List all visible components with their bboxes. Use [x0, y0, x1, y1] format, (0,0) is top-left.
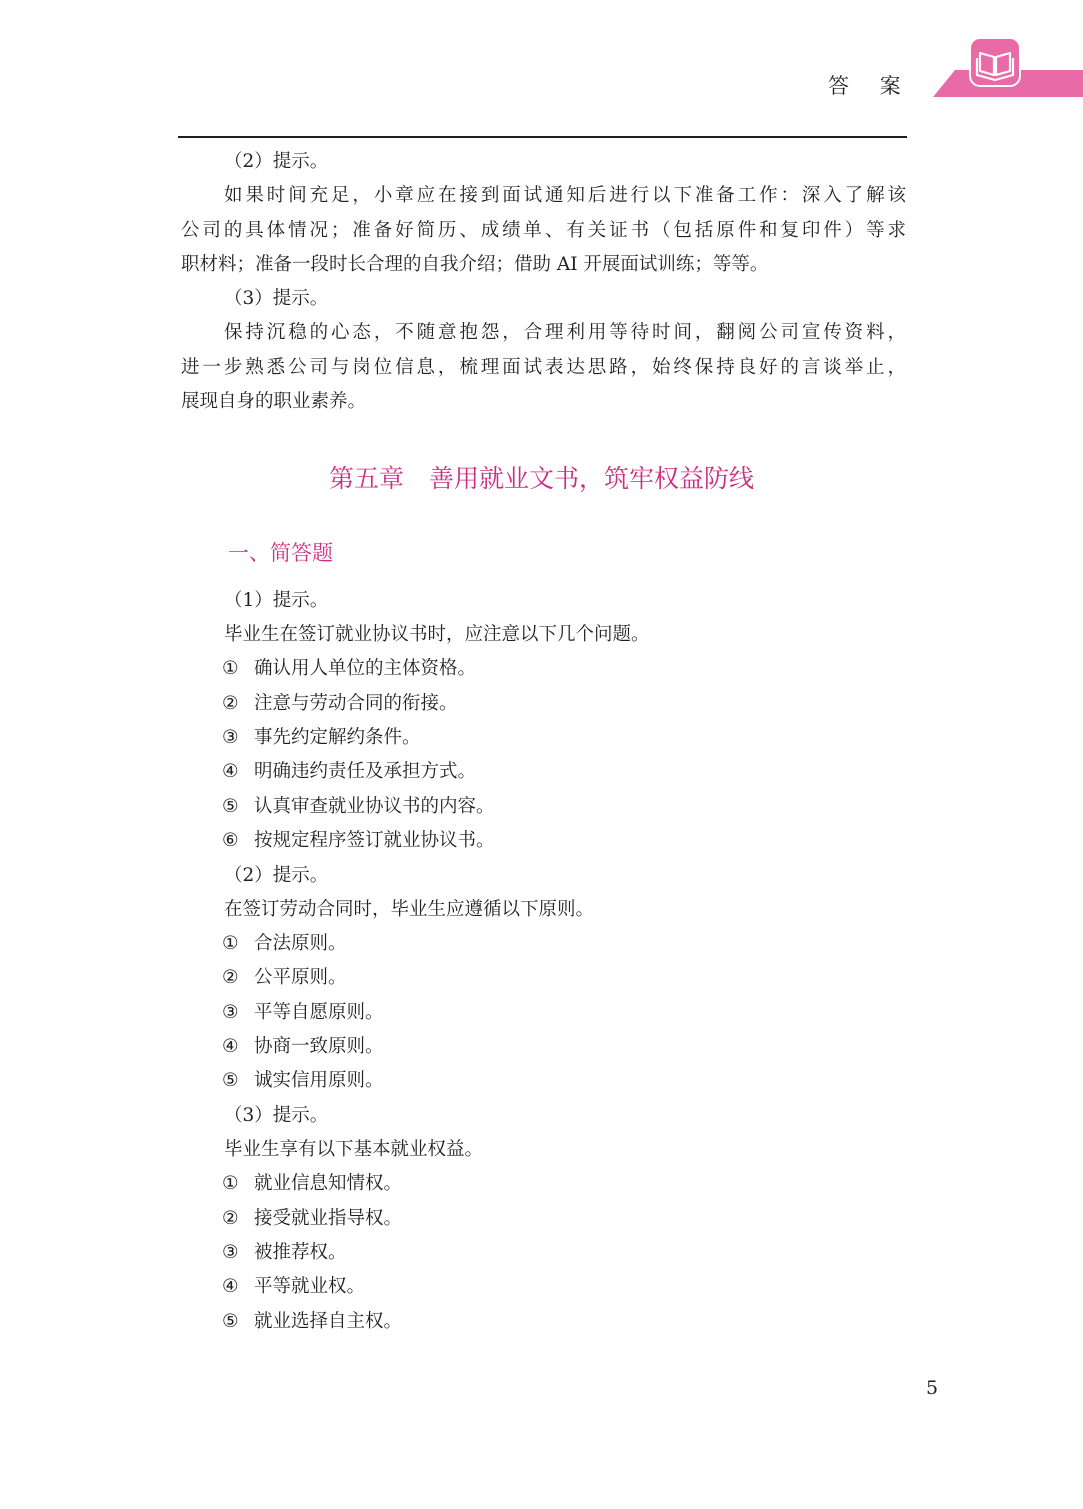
list-number: ③: [222, 1242, 239, 1263]
list-number: ①: [222, 1173, 239, 1194]
list-text: 按规定程序签订就业协议书。: [254, 830, 495, 851]
list-item: [222, 1310, 402, 1334]
answer-2-intro: 在签订劳动合同时，毕业生应遵循以下原则。: [224, 899, 595, 920]
list-number: ①: [222, 658, 239, 679]
list-text: 协商一致原则。: [254, 1036, 384, 1057]
list-number: ②: [222, 967, 239, 988]
list-item: [222, 726, 421, 750]
list-text: 明确违约责任及承担方式。: [254, 761, 477, 782]
list-text: 接受就业指导权。: [254, 1208, 403, 1229]
list-item: [222, 829, 495, 853]
list-item: [222, 1035, 384, 1059]
question-2-label: （2）提示。: [224, 151, 329, 172]
paragraph-line: 展现自身的职业素养。: [181, 391, 367, 412]
page-number: 5: [926, 1377, 939, 1399]
list-text: 注意与劳动合同的衔接。: [254, 693, 458, 714]
list-text: 合法原则。: [254, 933, 347, 954]
list-text: 认真审查就业协议书的内容。: [254, 796, 495, 817]
question-3-label: （3）提示。: [224, 288, 329, 309]
header-divider: [178, 136, 907, 138]
list-number: ⑤: [222, 1311, 239, 1332]
list-number: ⑤: [222, 1070, 239, 1091]
list-number: ②: [222, 1208, 239, 1229]
answer-3-intro: 毕业生享有以下基本就业权益。: [224, 1139, 484, 1160]
section-title: 一、简答题: [228, 541, 333, 565]
list-number: ⑥: [222, 830, 239, 851]
open-book-icon: [968, 36, 1022, 88]
list-text: 平等就业权。: [254, 1276, 366, 1297]
list-item: [222, 692, 458, 716]
list-item: [222, 1241, 347, 1265]
list-item: [222, 1172, 402, 1196]
list-text: 诚实信用原则。: [254, 1070, 384, 1091]
list-text: 公平原则。: [254, 967, 347, 988]
list-text: 被推荐权。: [254, 1242, 347, 1263]
list-item: [222, 1001, 384, 1025]
list-text: 事先约定解约条件。: [254, 727, 421, 748]
answer-2-label: （2）提示。: [224, 865, 329, 886]
paragraph-line: 公司的具体情况；准备好简历、成绩单、有关证书（包括原件和复印件）等求: [181, 220, 906, 241]
list-item: [222, 966, 347, 990]
paragraph-line: 保持沉稳的心态，不随意抱怨，合理利用等待时间，翻阅公司宣传资料，: [224, 322, 906, 343]
list-item: [222, 1207, 402, 1231]
list-number: ③: [222, 1002, 239, 1023]
paragraph-line: 进一步熟悉公司与岗位信息，梳理面试表达思路，始终保持良好的言谈举止，: [181, 357, 906, 378]
answer-1-intro: 毕业生在签订就业协议书时，应注意以下几个问题。: [224, 624, 650, 645]
list-number: ④: [222, 1276, 239, 1297]
list-item: [222, 760, 476, 784]
list-number: ④: [222, 761, 239, 782]
list-number: ①: [222, 933, 239, 954]
list-item: [222, 1069, 384, 1093]
list-item: [222, 657, 476, 681]
list-number: ⑤: [222, 796, 239, 817]
list-text: 确认用人单位的主体资格。: [254, 658, 477, 679]
list-item: [222, 932, 347, 956]
list-text: 平等自愿原则。: [254, 1002, 384, 1023]
answer-1-label: （1）提示。: [224, 590, 329, 611]
paragraph-line: 职材料；准备一段时长合理的自我介绍；借助 AI 开展面试训练；等等。: [181, 254, 769, 275]
chapter-title: 第五章 善用就业文书，筑牢权益防线: [328, 464, 754, 493]
list-number: ③: [222, 727, 239, 748]
list-item: [222, 795, 495, 819]
header-title: 答 案: [828, 74, 913, 98]
list-item: [222, 1275, 365, 1299]
list-text: 就业选择自主权。: [254, 1311, 403, 1332]
answer-3-label: （3）提示。: [224, 1105, 329, 1126]
list-text: 就业信息知情权。: [254, 1173, 403, 1194]
paragraph-line: 如果时间充足，小章应在接到面试通知后进行以下准备工作：深入了解该: [224, 185, 906, 206]
list-number: ④: [222, 1036, 239, 1057]
list-number: ②: [222, 693, 239, 714]
